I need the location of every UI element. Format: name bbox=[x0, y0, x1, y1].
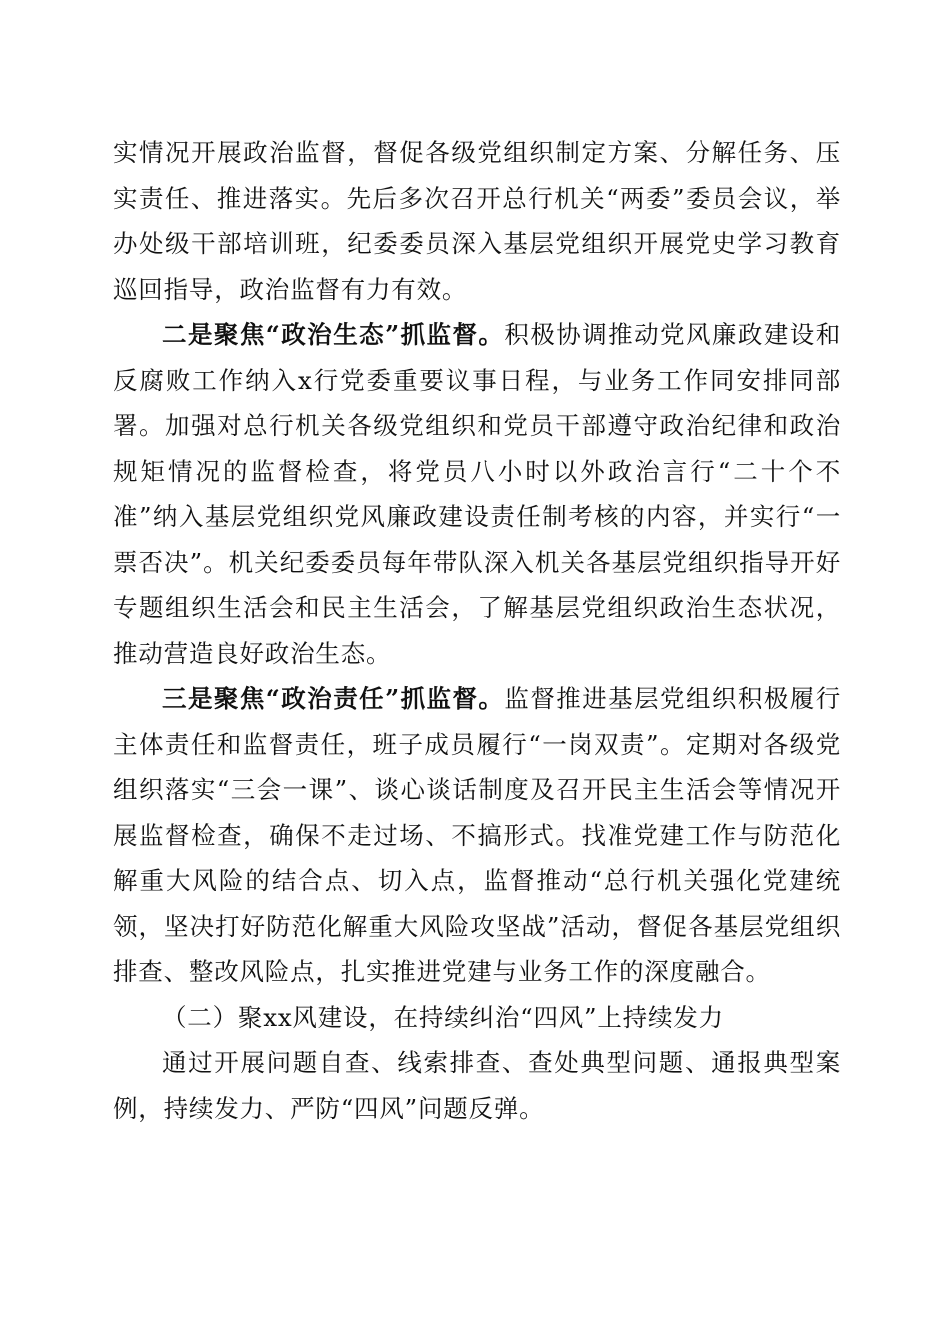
paragraph-political-responsibility bbox=[113, 676, 841, 995]
paragraph-closing: 通过开展问题自查、线索排查、查处典型问题、通报典型案例，持续发力、严防“四风”问题反弹。 bbox=[113, 1048, 841, 1123]
document-body bbox=[113, 130, 841, 1131]
paragraph-political-ecology bbox=[113, 312, 841, 676]
section-heading: （二）聚xx风建设，在持续纠治“四风”上持续发力 bbox=[162, 1002, 724, 1032]
paragraph-lead: 二是聚焦“政治生态”抓监督。 bbox=[162, 320, 505, 349]
paragraph-continued bbox=[113, 130, 841, 312]
paragraph-lead: 三是聚焦“政治责任”抓监督。 bbox=[162, 684, 505, 713]
paragraph-text: 积极协调推动党风廉政建设和反腐败工作纳入x行党委重要议事日程，与业务工作同安排同部署。加强对总行机关各级党组织和党员干部遵守政治纪律和政治规矩情况的监督检查，将党员八小时以外政治言行“二十个不准”纳入基层党组织党风廉政建设责任制考核的内容，并实行“一票否决”。机关纪委委员每年带队深入机关各基层党组织指导开好专题组织生活会和民主生活会，了解基层党组织政治生态状况，推动营造良好政治生态。 bbox=[113, 320, 841, 668]
paragraph-text: 监督推进基层党组织积极履行主体责任和监督责任，班子成员履行“一岗双责”。定期对各级党组织落实“三会一课”、谈心谈话制度及召开民主生活会等情况开展监督检查，确保不走过场、不搞形式。找准党建工作与防范化解重大风险的结合点、切入点，监督推动“总行机关强化党建统领，坚决打好防范化解重大风险攻坚战”活动，督促各基层党组织排查、整改风险点，扎实推进党建与业务工作的深度融合。 bbox=[113, 684, 841, 986]
paragraph-text: 实情况开展政治监督，督促各级党组织制定方案、分解任务、压实责任、推进落实。先后多次召开总行机关“两委”委员会议，举办处级干部培训班，纪委委员深入基层党组织开展党史学习教育巡回指导，政治监督有力有效。 bbox=[113, 138, 841, 304]
